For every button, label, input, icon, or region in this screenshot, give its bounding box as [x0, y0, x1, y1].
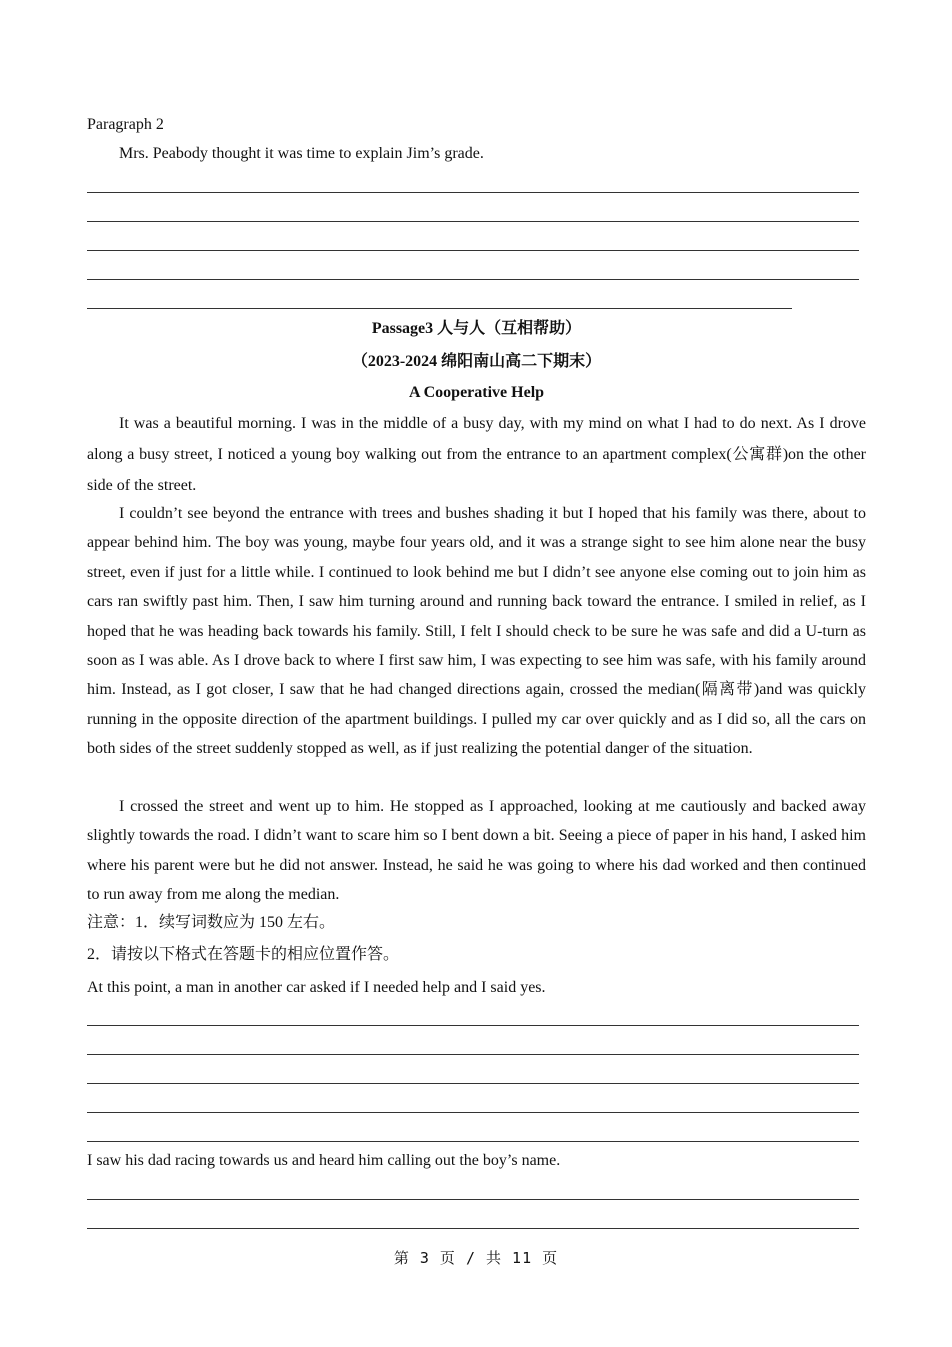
paragraph-2-opening: Mrs. Peabody thought it was time to explain Jim’s grade.: [119, 145, 484, 162]
passage-heading: A Cooperative Help: [408, 384, 545, 401]
note-1: 注意：1．续写词数应为 150 左右。: [87, 914, 336, 931]
passage-source: （2023-2024 绵阳南山高二下期末）: [351, 353, 602, 370]
note-2: 2．请按以下格式在答题卡的相应位置作答。: [87, 946, 400, 963]
answer-line[interactable]: [87, 1083, 859, 1084]
answer-line[interactable]: [87, 1199, 859, 1200]
answer-line[interactable]: [87, 279, 859, 280]
passage-paragraph-2: I couldn’t see beyond the entrance with trees and bushes shading it but I hoped that his family was there, about to appear behind him. The boy was young, maybe four years old, and it was a strange sight to see him alone near the busy street, even if just for a little while. I continued to look behind me but I didn’t see anyone else coming out to join him as cars ran swiftly past him. Then, I saw him turning around and running back toward the entrance. I smiled in relief, as I hoped that he was heading back towards his family. Still, I felt I should check to be sure he was safe and did a U-turn as soon as I was able. As I drove back to where I first saw him, I was expecting to see him was safe, with his family around him. Instead, as I got closer, I saw that he had changed directions again, crossed the median(隔离带)and was quickly running in the opposite direction of the apartment buildings. I pulled my car over quickly and as I did so, all the cars on both sides of the street suddenly stopped as well, as if just realizing the potential danger of the situation.: [87, 505, 866, 758]
answer-line[interactable]: [87, 1141, 859, 1142]
answer-line[interactable]: [87, 221, 859, 222]
answer-line[interactable]: [87, 1228, 859, 1229]
paragraph-2-label: Paragraph 2: [87, 116, 164, 133]
answer-line[interactable]: [87, 250, 859, 251]
answer-line[interactable]: [87, 1025, 859, 1026]
passage-paragraph-3: I crossed the street and went up to him. He stopped as I approached, looking at me cautiously and backed away slightly towards the road. I didn’t want to scare him so I bent down a bit. Seeing a piece of paper in his hand, I asked him where his parent were but he did not answer. Instead, he said he was going to where his dad worked and then continued to run away from me along the median.: [87, 798, 866, 904]
continuation-prompt-2: I saw his dad racing towards us and heard him calling out the boy’s name.: [87, 1152, 561, 1169]
answer-line[interactable]: [87, 1054, 859, 1055]
answer-line[interactable]: [87, 192, 859, 193]
answer-line[interactable]: [87, 308, 792, 309]
continuation-prompt-1: At this point, a man in another car asked if I needed help and I said yes.: [87, 979, 546, 996]
passage-title: Passage3 人与人（互相帮助）: [371, 320, 582, 337]
answer-line[interactable]: [87, 1112, 859, 1113]
passage-paragraph-1: It was a beautiful morning. I was in the middle of a busy day, with my mind on what I had to do next. As I drove along a busy street, I noticed a young boy walking out from the entrance to an apartment complex(公寓群)on the other side of the street.: [87, 415, 866, 494]
page-number: 第 3 页 / 共 11 页: [393, 1249, 559, 1267]
